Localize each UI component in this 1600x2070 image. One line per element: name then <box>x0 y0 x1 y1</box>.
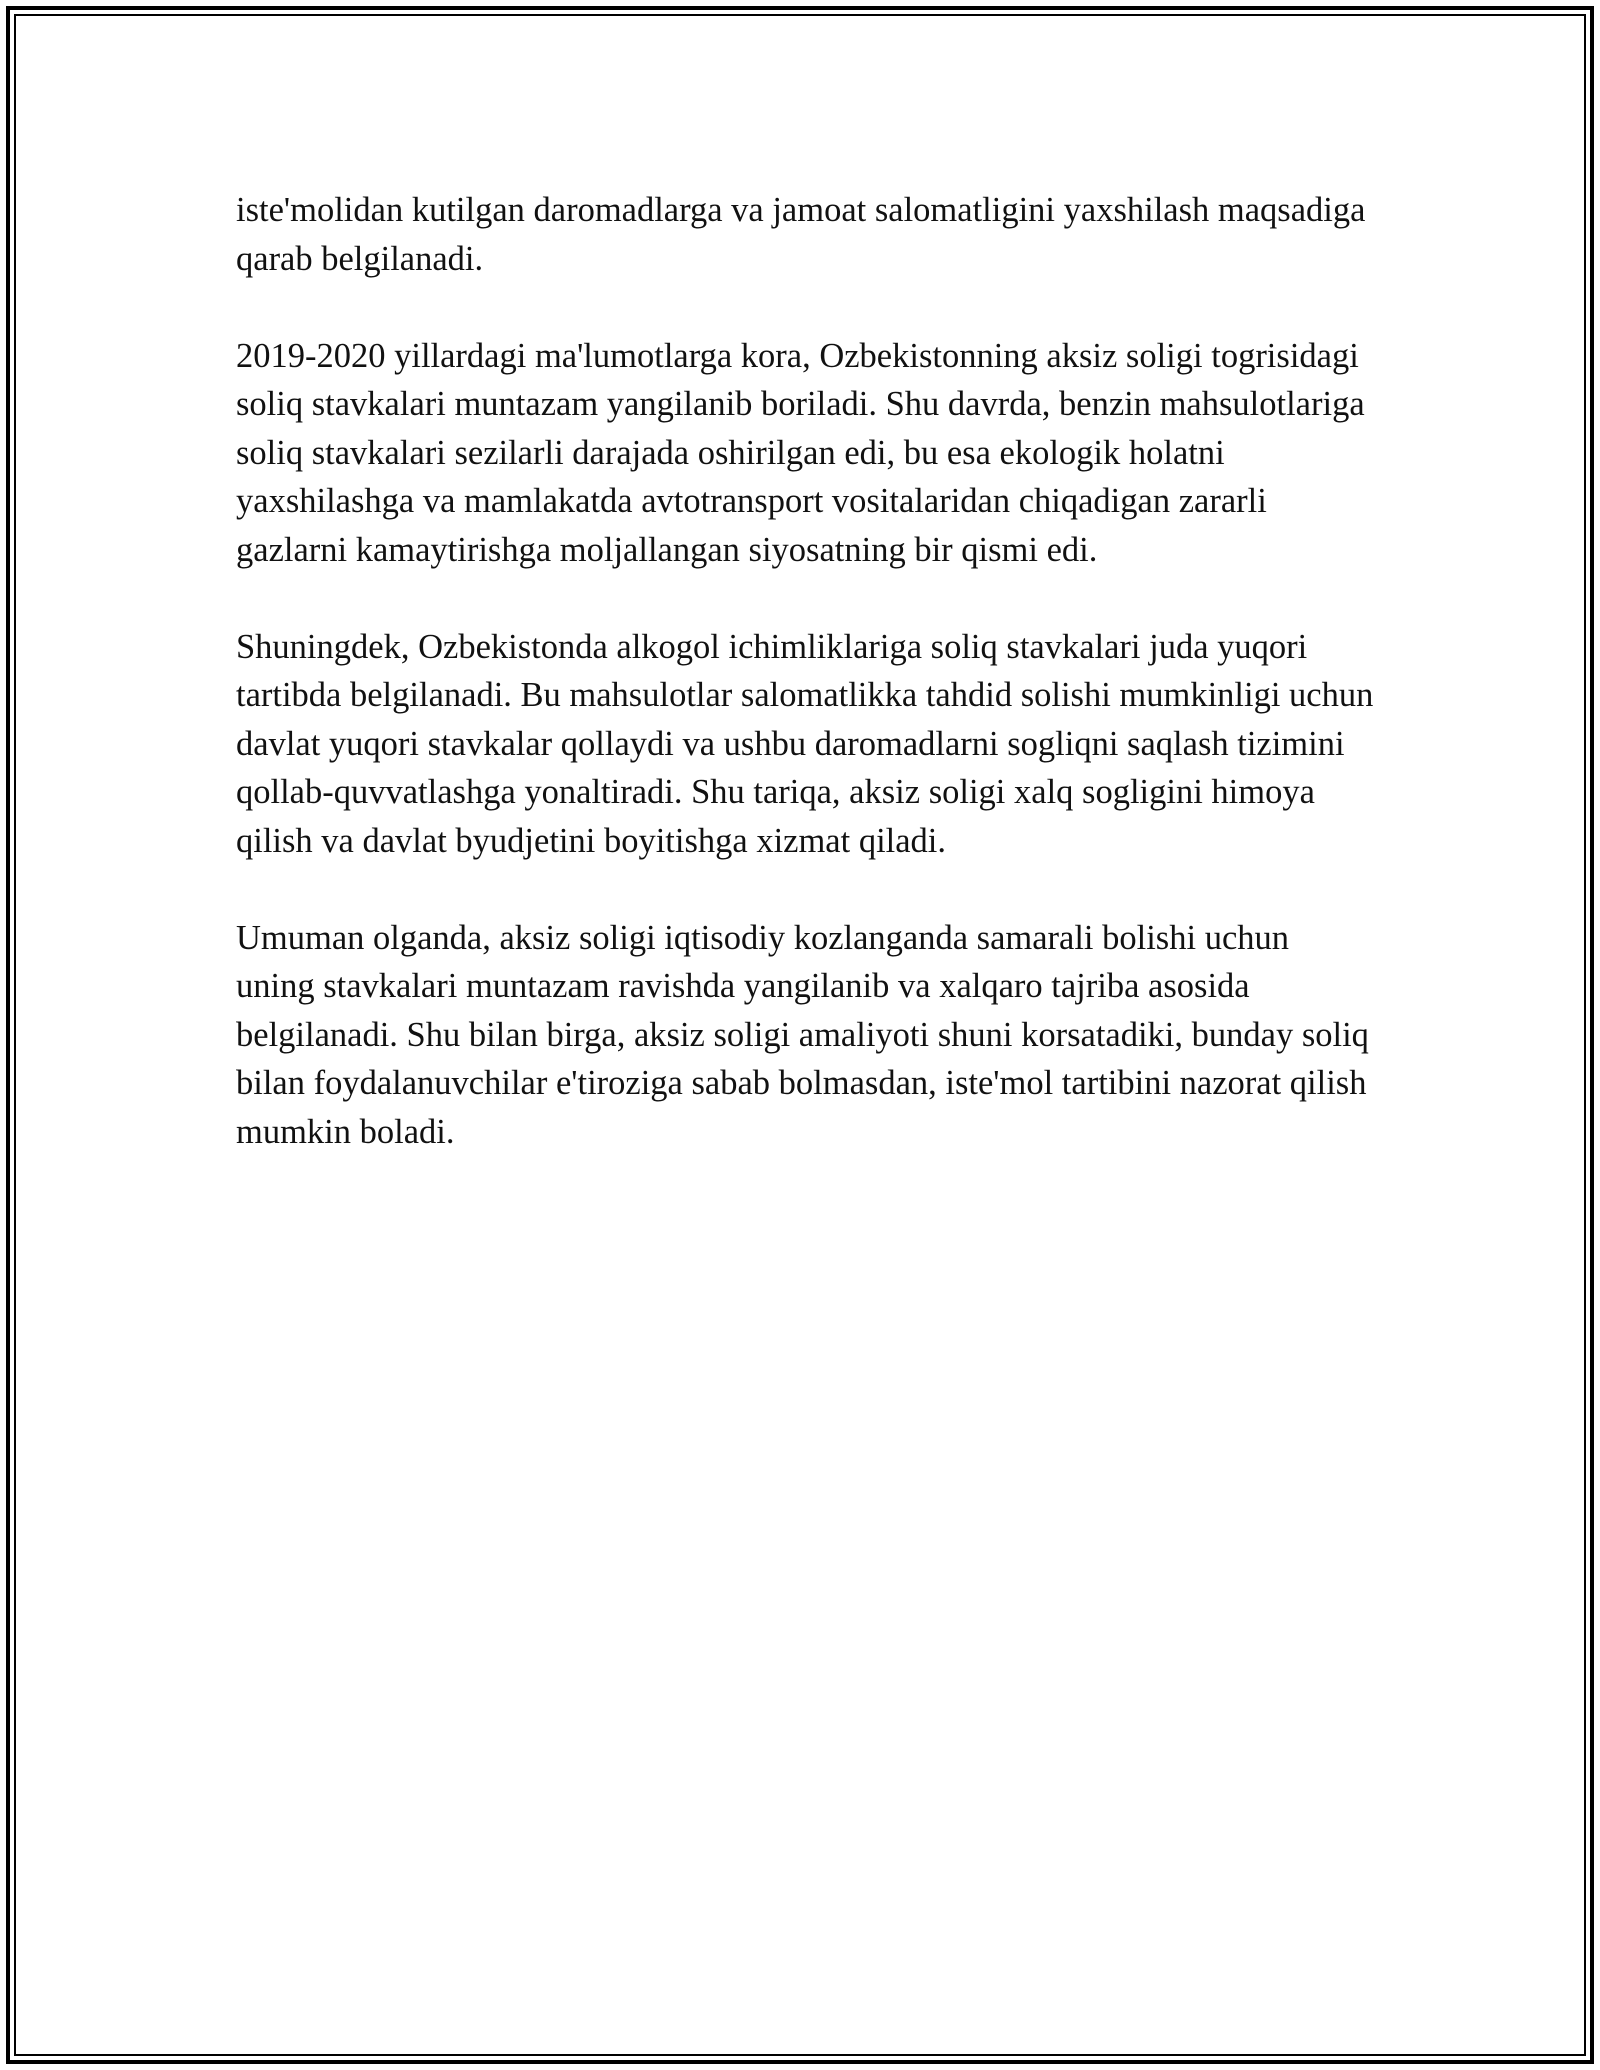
paragraph-1: iste'molidan kutilgan daromadlarga va jamoat salomatligini yaxshilash maqsadiga qarab belgilanadi. <box>236 191 1366 278</box>
document-body <box>236 186 1376 1205</box>
paragraph-3: Shuningdek, Ozbekistonda alkogol ichimliklariga soliq stavkalari juda yuqori tartibda belgilanadi. Bu mahsulotlar salomatlikka tahdid solishi mumkinligi uchun davlat yuqori stavkalar qollaydi va ushbu daromadlarni sogliqni saqlash tizimini qollab-quvvatlashga yonaltiradi. Shu tariqa, aksiz soligi xalq sogligini himoya qilish va davlat byudjetini boyitishga xizmat qiladi. <box>236 627 1374 860</box>
paragraph-2: 2019-2020 yillardagi ma'lumotlarga kora, Ozbekistonning aksiz soligi togrisidagi soliq stavkalari muntazam yangilanib boriladi. Shu davrda, benzin mahsulotlariga soliq stavkalari sezilarli darajada oshirilgan edi, bu esa ekologik holatni yaxshilashga va mamlakatda avtotransport vositalaridan chiqadigan zararli gazlarni kamaytirishga moljallangan siyosatning bir qismi edi. <box>236 336 1365 569</box>
paragraph-4: Umuman olganda, aksiz soligi iqtisodiy kozlanganda samarali bolishi uchun uning stavkalari muntazam ravishda yangilanib va xalqaro tajriba asosida belgilanadi. Shu bilan birga, aksiz soligi amaliyoti shuni korsatadiki, bunday soliq bilan foydalanuvchilar e'tiroziga sabab bolmasdan, iste'mol tartibini nazorat qilish mumkin boladi. <box>236 918 1369 1151</box>
